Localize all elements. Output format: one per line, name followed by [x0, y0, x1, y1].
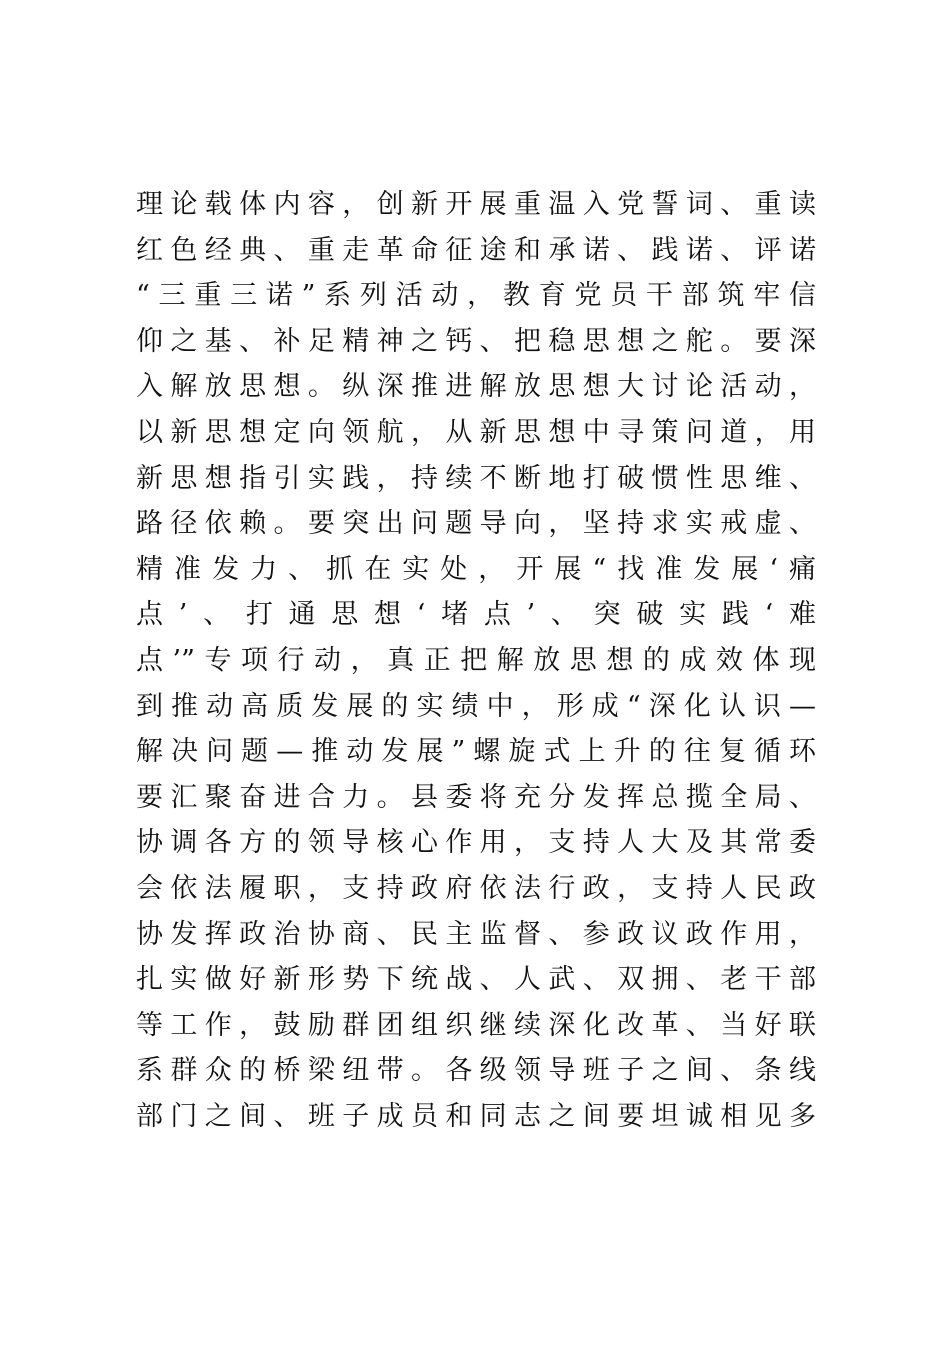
text-line-2: 红色经典、重走革命征途和承诺、践诺、评诺	[136, 234, 816, 266]
text-line-19: 等工作，鼓励群团组织继续深化改革、当好联	[136, 1009, 816, 1041]
text-line-16: 会依法履职，支持政府依法行政，支持人民政	[136, 872, 816, 904]
text-line-5: 入解放思想。纵深推进解放思想大讨论活动，	[136, 371, 816, 403]
text-line-21: 部门之间、班子成员和同志之间要坦诚相见多	[136, 1100, 816, 1132]
text-line-17: 协发挥政治协商、民主监督、参政议政作用，	[136, 918, 816, 950]
text-line-15: 协调各方的领导核心作用，支持人大及其常委	[136, 827, 816, 859]
text-line-3: “三重三诺”系列活动，教育党员干部筑牢信	[136, 280, 816, 312]
text-line-9: 精准发力、抓在实处，开展“找准发展‘痛	[136, 553, 816, 585]
text-line-8: 路径依赖。要突出问题导向，坚持求实戒虚、	[136, 508, 816, 540]
text-line-12: 到推动高质发展的实绩中，形成“深化认识—	[136, 690, 816, 722]
text-line-13: 解决问题—推动发展”螺旋式上升的往复循环	[136, 736, 816, 768]
text-line-18: 扎实做好新形势下统战、人武、双拥、老干部	[136, 964, 816, 996]
text-line-11: 点’”专项行动，真正把解放思想的成效体现	[136, 644, 816, 676]
body-text	[136, 182, 816, 1139]
text-line-10: 点’、打通思想‘堵点’、突破实践‘难	[136, 599, 816, 631]
text-line-20: 系群众的桥梁纽带。各级领导班子之间、条线	[136, 1055, 816, 1087]
text-line-6: 以新思想定向领航，从新思想中寻策问道，用	[136, 416, 816, 448]
text-line-14: 要汇聚奋进合力。县委将充分发挥总揽全局、	[136, 781, 816, 813]
text-line-7: 新思想指引实践，持续不断地打破惯性思维、	[136, 462, 816, 494]
text-line-1: 理论载体内容，创新开展重温入党誓词、重读	[136, 189, 816, 220]
text-line-4: 仰之基、补足精神之钙、把稳思想之舵。要深	[136, 325, 816, 357]
